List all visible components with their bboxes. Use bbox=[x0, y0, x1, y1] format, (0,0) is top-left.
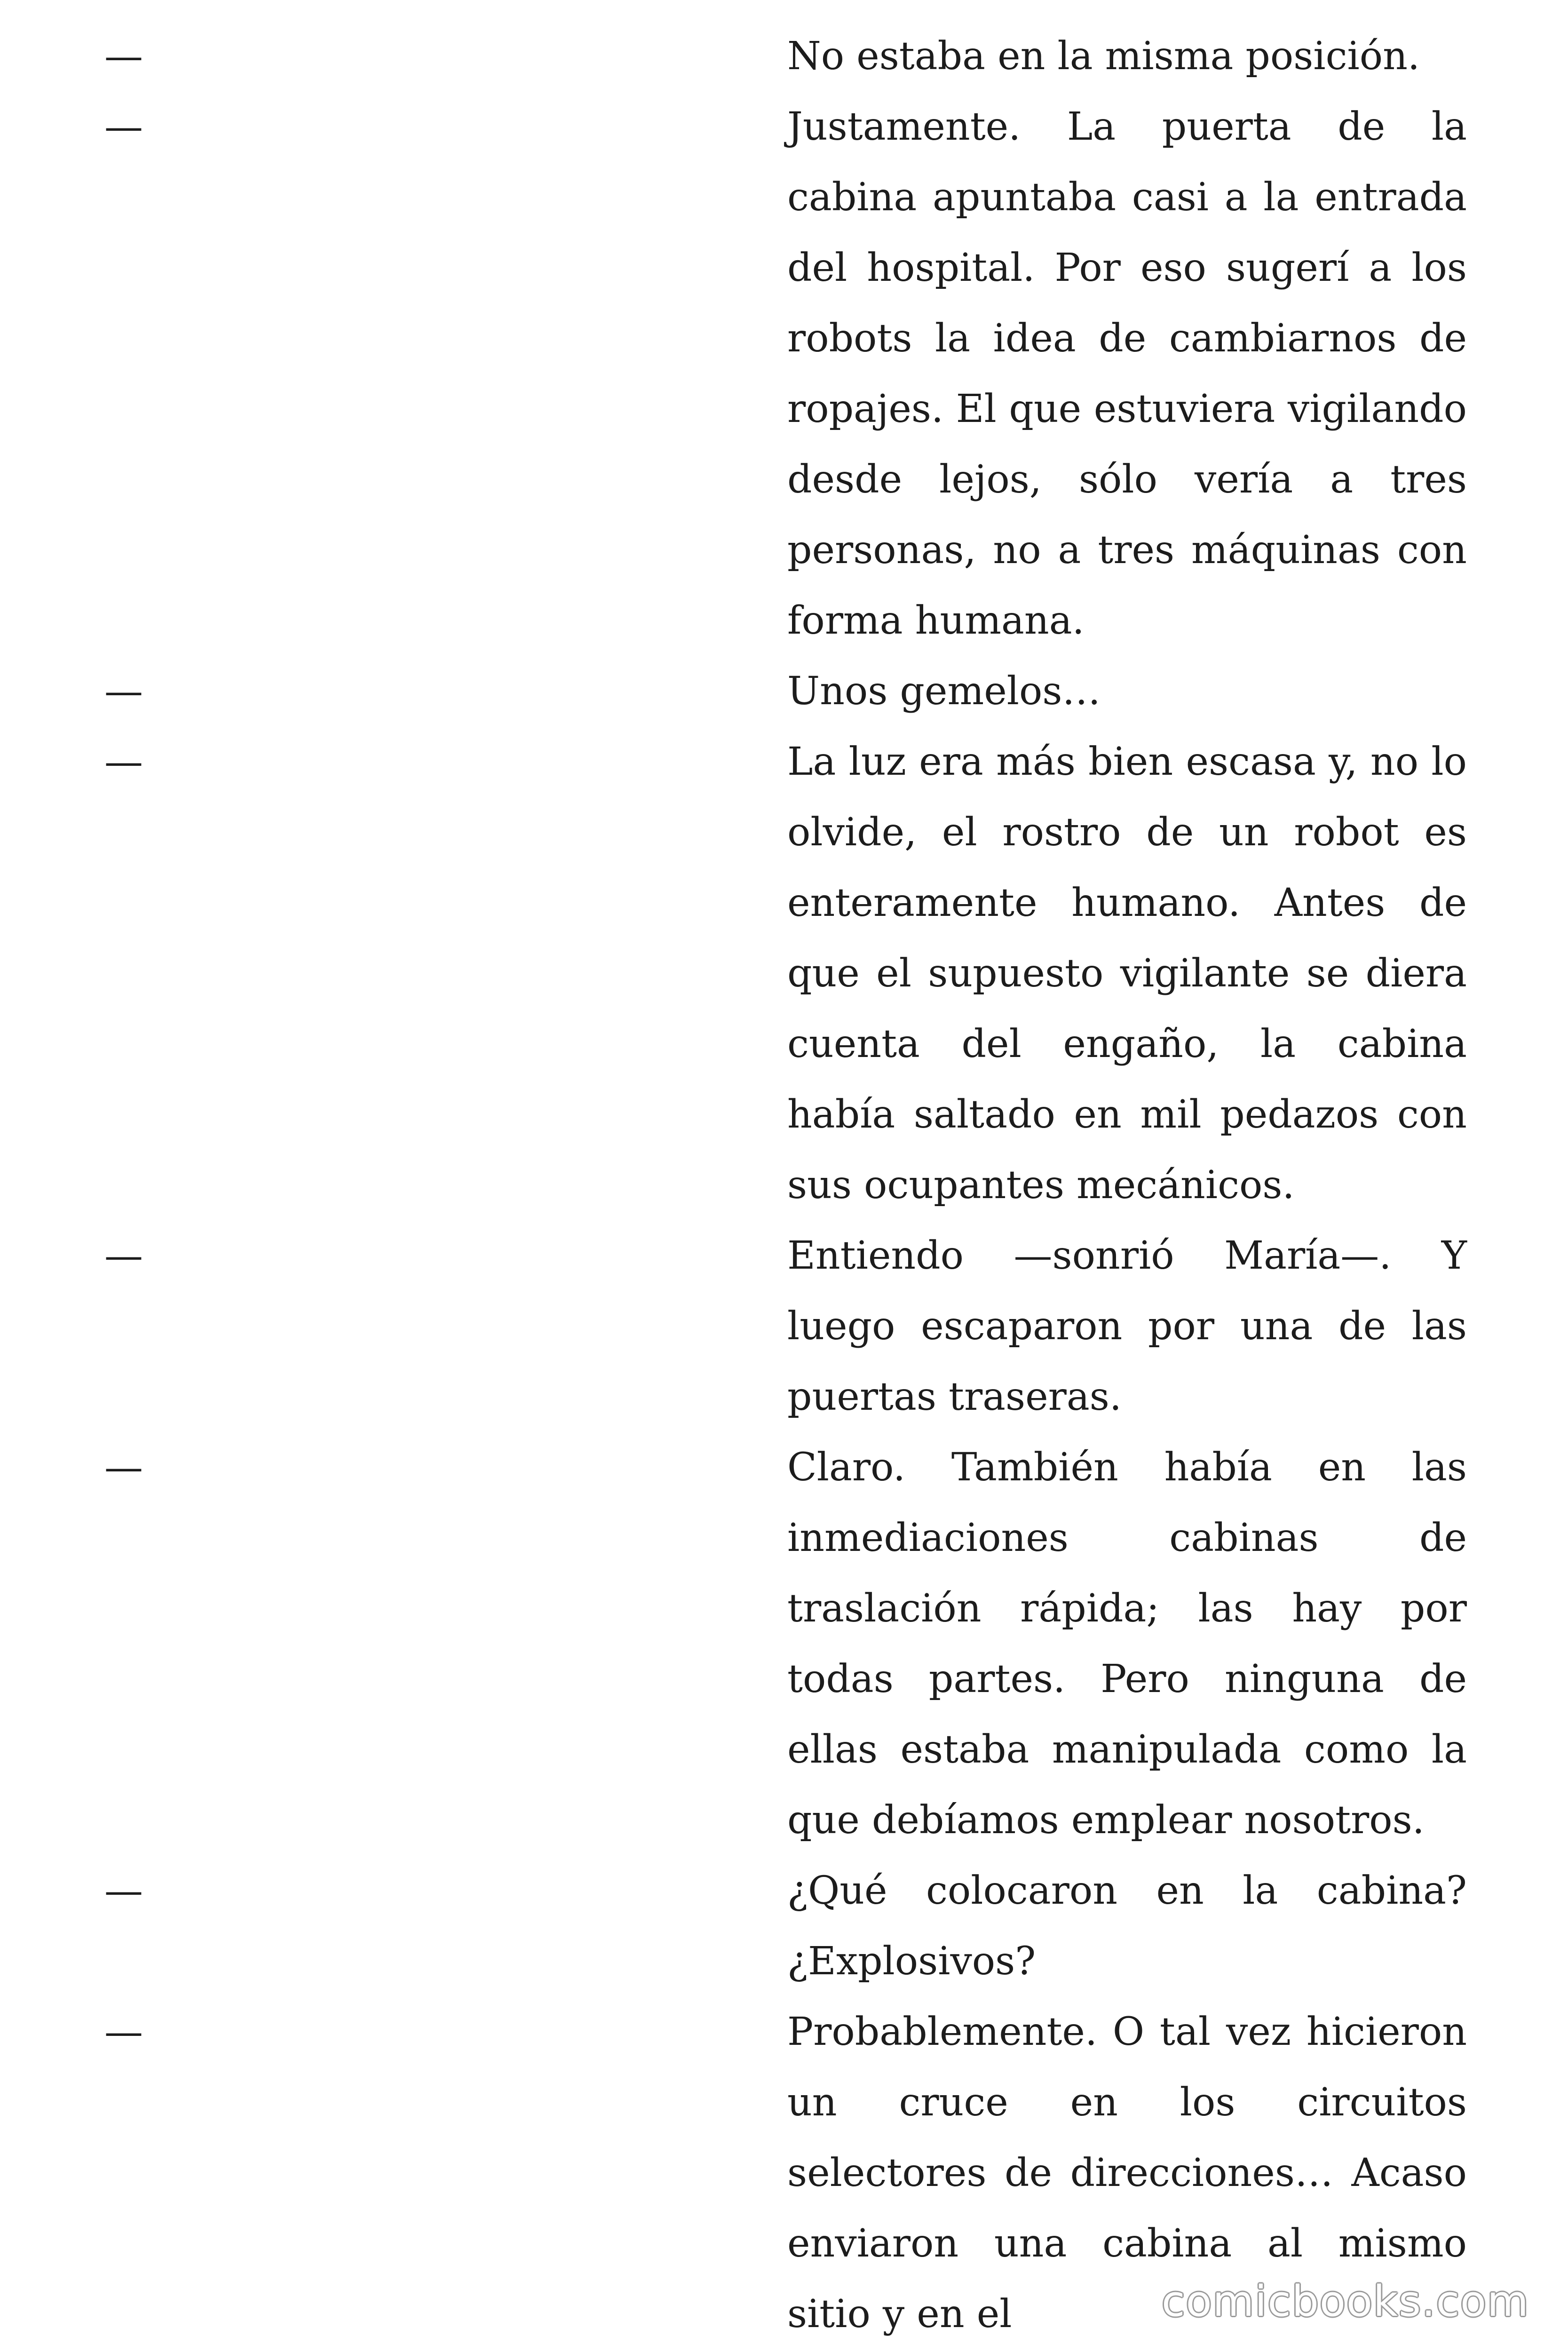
dialogue-dash: — bbox=[104, 739, 143, 784]
watermark: comicbooks.com bbox=[1162, 2277, 1529, 2326]
dialogue-dash: — bbox=[104, 1868, 143, 1913]
dialogue-dash: — bbox=[104, 104, 143, 149]
dialogue-paragraph: Entiendo —sonrió María—. Y luego escaparon por una de las puertas traseras. bbox=[787, 1233, 1467, 1419]
dialogue-paragraph: Probablemente. O tal vez hicieron un cruce en los circuitos selectores de direcciones… Acaso enviaron una cabina al mismo sitio y en el bbox=[787, 2010, 1467, 2336]
dialogue-paragraph: ¿Qué colocaron en la cabina? ¿Explosivos? bbox=[787, 1868, 1467, 1984]
dialogue-dash: — bbox=[104, 1233, 143, 1278]
dialogue-dash: — bbox=[104, 669, 143, 714]
dialogue-paragraph: Claro. También había en las inmediaciones cabinas de traslación rápida; las hay por todas partes. Pero ninguna de ellas estaba manipulada como la que debíamos emplear nosotros. bbox=[787, 1445, 1467, 1843]
dialogue-dash: — bbox=[104, 34, 143, 79]
dialogue-paragraph: Unos gemelos… bbox=[787, 669, 1101, 714]
dialogue-paragraph: No estaba en la misma posición. bbox=[787, 34, 1420, 79]
dialogue-paragraph: La luz era más bien escasa y, no lo olvide, el rostro de un robot es enteramente humano. Antes de que el supuesto vigilante se diera cuenta del engaño, la cabina había saltado en mil pedazos con sus ocupantes mecánicos. bbox=[787, 739, 1467, 1208]
dialogue-dash: — bbox=[104, 1445, 143, 1490]
dialogue-dash: — bbox=[104, 2010, 143, 2054]
dialogue-paragraph: Justamente. La puerta de la cabina apuntaba casi a la entrada del hospital. Por eso sugerí a los robots la idea de cambiarnos de ropajes. El que estuviera vigilando desde lejos, sólo vería a tres personas, no a tres máquinas con forma humana. bbox=[787, 104, 1467, 643]
